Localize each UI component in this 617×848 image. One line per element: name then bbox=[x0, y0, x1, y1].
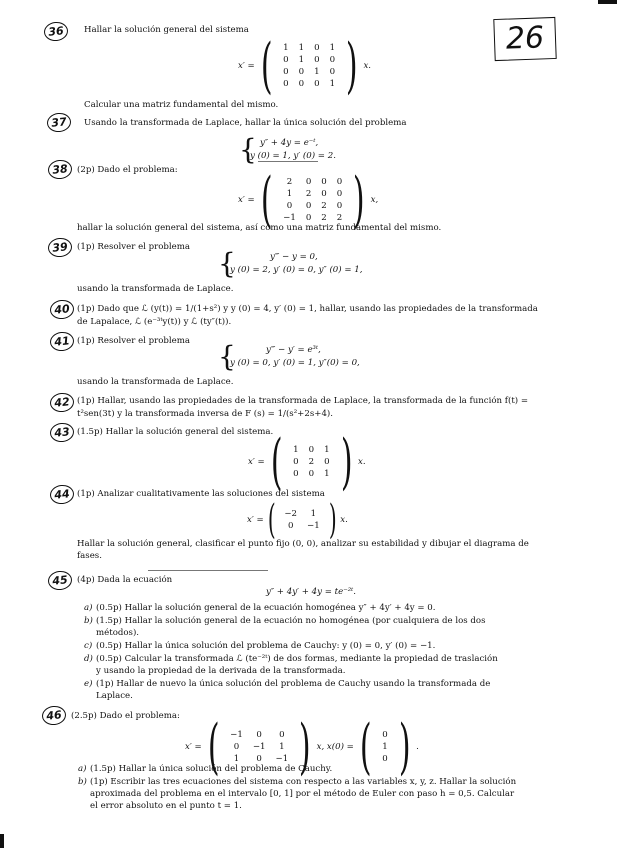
matrix-cell: 0 bbox=[314, 55, 320, 65]
matrix-cell: 0 bbox=[305, 201, 312, 211]
right-paren: ) bbox=[328, 497, 337, 543]
item-text: (1.5p) Hallar la solución general de la ecuación no homogénea (por cualquiera de los dos bbox=[96, 616, 486, 626]
item-label: b) bbox=[78, 777, 87, 787]
problem-number-40: 40 bbox=[49, 299, 75, 320]
problem-38-after: hallar la solución general del sistema, así como una matriz fundamental del mismo. bbox=[77, 223, 442, 233]
item-text: el error absoluto en el punto t = 1. bbox=[90, 801, 242, 811]
item-label: e) bbox=[84, 679, 93, 689]
problem-41-brace: { bbox=[218, 340, 236, 373]
matrix-cell: 0 bbox=[308, 445, 315, 455]
page-number-badge: 26 bbox=[493, 17, 556, 61]
matrix-cell: 1 bbox=[324, 469, 330, 479]
left-paren: ( bbox=[260, 31, 273, 101]
matrix-cell: −2 bbox=[284, 509, 298, 519]
problem-41-system bbox=[230, 344, 360, 370]
scan-mark-bottom-left bbox=[0, 834, 4, 848]
item-label: c) bbox=[84, 641, 93, 651]
matrix-cell: 0 bbox=[256, 730, 262, 740]
right-paren: ) bbox=[398, 712, 411, 782]
matrix-cell: 1 bbox=[279, 742, 285, 752]
problem-45-text: (4p) Dada la ecuación bbox=[77, 575, 173, 585]
matrix-cell: 0 bbox=[308, 469, 315, 479]
matrix-38 bbox=[278, 176, 347, 224]
matrix-cell: 0 bbox=[287, 521, 294, 531]
problem-37-brace: { bbox=[239, 133, 257, 166]
item-text: (1p) Escribir las tres ecuaciones del sistema con respecto a las variables x, y, z. Hallar la solución bbox=[90, 777, 517, 787]
lhs: x′ = bbox=[185, 742, 202, 752]
matrix-cell: 0 bbox=[283, 67, 289, 77]
problem-43-text: (1.5p) Hallar la solución general del sistema. bbox=[77, 427, 274, 437]
matrix-43 bbox=[288, 444, 334, 480]
line1: y‴ − y′ = e³ᵗ, bbox=[266, 345, 321, 355]
problem-number-45: 45 bbox=[47, 570, 73, 591]
problem-40-line1: (1p) Dado que ℒ (y(t)) = 1/(1+s²) y y (0) = 4, y′ (0) = 1, hallar, usando las propiedades de la transformada bbox=[77, 304, 538, 314]
problem-37-system bbox=[250, 137, 336, 163]
matrix-cell: 2 bbox=[336, 213, 343, 223]
problem-39-brace: { bbox=[218, 247, 236, 280]
line1: y″ + 4y = e⁻ᵗ, bbox=[260, 138, 319, 148]
problem-36-matrix-eq bbox=[238, 31, 372, 101]
line2: y (0) = 0, y′ (0) = 1, y″(0) = 0, bbox=[230, 358, 360, 368]
scan-line bbox=[258, 161, 318, 162]
matrix-cell: 0 bbox=[336, 177, 343, 187]
matrix-36 bbox=[278, 42, 340, 90]
matrix-cell: 1 bbox=[283, 43, 289, 53]
matrix-cell: 1 bbox=[286, 189, 293, 199]
problem-39-after: usando la transformada de Laplace. bbox=[77, 284, 234, 294]
matrix-cell: 0 bbox=[293, 457, 299, 467]
item-text: (1p) Hallar de nuevo la única solución del problema de Cauchy usando la transformada de bbox=[96, 679, 491, 689]
lhs: x′ = bbox=[238, 61, 255, 71]
problem-36-text: Hallar la solución general del sistema bbox=[84, 25, 249, 35]
item-label: d) bbox=[84, 654, 93, 664]
matrix-cell: 0 bbox=[329, 55, 336, 65]
item-text: (0.5p) Calcular la transformada ℒ (te⁻²ᵗ) de dos formas, mediante la propiedad de traslación bbox=[96, 654, 498, 664]
matrix-cell: 1 bbox=[298, 55, 305, 65]
matrix-cell: 0 bbox=[256, 754, 262, 764]
matrix-46 bbox=[225, 729, 293, 765]
matrix-cell: 0 bbox=[314, 43, 320, 53]
matrix-44 bbox=[279, 508, 324, 532]
rhs: x. bbox=[363, 61, 372, 71]
problem-42-line1: (1p) Hallar, usando las propiedades de la transformada de Laplace, la transformada de la función f(t) = bbox=[77, 396, 529, 406]
problem-40-line2: de Lapalace, ℒ (e⁻³ᵗy(t)) y ℒ (ty″(t)). bbox=[77, 317, 232, 327]
matrix-cell: 2 bbox=[286, 177, 293, 187]
matrix-cell: 0 bbox=[314, 79, 320, 89]
problem-number-39: 39 bbox=[47, 237, 73, 258]
matrix-cell: 0 bbox=[336, 201, 343, 211]
item-label: b) bbox=[84, 616, 93, 626]
problem-number-46: 46 bbox=[41, 705, 67, 726]
item-text: aproximada del problema en el intervalo [0, 1] por el método de Euler con paso h = 0,5. Calcular bbox=[90, 789, 515, 799]
item-text: Laplace. bbox=[96, 691, 133, 701]
item-text: (1.5p) Hallar la única solución del problema de Cauchy. bbox=[90, 764, 333, 774]
problem-43-matrix-eq bbox=[248, 427, 366, 497]
right-paren: ) bbox=[340, 427, 353, 497]
matrix-cell: 0 bbox=[293, 469, 299, 479]
problem-38-matrix-eq bbox=[238, 165, 379, 235]
matrix-cell: 1 bbox=[329, 43, 336, 53]
matrix-cell: 1 bbox=[310, 509, 317, 519]
left-paren: ( bbox=[260, 165, 273, 235]
problem-44-text: (1p) Analizar cualitativamente las soluciones del sistema bbox=[77, 489, 325, 499]
problem-number-42: 42 bbox=[49, 392, 75, 413]
problem-38-text: (2p) Dado el problema: bbox=[77, 165, 178, 175]
problem-39-system bbox=[230, 251, 363, 277]
problem-number-44: 44 bbox=[49, 484, 75, 505]
matrix-cell: 0 bbox=[298, 67, 305, 77]
lhs: x′ = bbox=[248, 457, 265, 467]
matrix-cell: −1 bbox=[275, 754, 289, 764]
left-paren: ( bbox=[270, 427, 283, 497]
rhs: x. bbox=[357, 457, 366, 467]
item-text: (0.5p) Hallar la única solución del problema de Cauchy: y (0) = 0, y′ (0) = −1. bbox=[96, 641, 436, 651]
line2: y (0) = 2, y′ (0) = 0, y″ (0) = 1, bbox=[230, 265, 363, 275]
problem-46-text: (2.5p) Dado el problema: bbox=[71, 711, 180, 721]
problem-number-38: 38 bbox=[47, 159, 73, 180]
matrix-cell: 0 bbox=[279, 730, 285, 740]
left-paren: ( bbox=[207, 712, 220, 782]
matrix-cell: −1 bbox=[252, 742, 266, 752]
problem-37-text: Usando la transformada de Laplace, hallar la única solución del problema bbox=[84, 118, 407, 128]
problem-39-text: (1p) Resolver el problema bbox=[77, 242, 191, 252]
item-text: y usando la propiedad de la derivada de la transformada. bbox=[96, 666, 346, 676]
line1: y‴ − y = 0, bbox=[270, 252, 318, 262]
matrix-cell: 0 bbox=[321, 177, 327, 187]
matrix-cell: 1 bbox=[233, 754, 240, 764]
matrix-cell: 0 bbox=[305, 177, 312, 187]
left-paren: ( bbox=[359, 712, 372, 782]
matrix-cell: 0 bbox=[321, 189, 327, 199]
mid: x, x(0) = bbox=[316, 742, 354, 752]
matrix-cell: −1 bbox=[283, 213, 296, 223]
item-text: (0.5p) Hallar la solución general de la ecuación homogénea y″ + 4y′ + 4y = 0. bbox=[96, 603, 436, 613]
right-paren: ) bbox=[345, 31, 358, 101]
item-label: a) bbox=[78, 764, 87, 774]
item-label: a) bbox=[84, 603, 93, 613]
matrix-cell: 0 bbox=[382, 754, 388, 764]
problem-number-36: 36 bbox=[43, 21, 69, 42]
lhs: x′ = bbox=[247, 515, 264, 525]
matrix-cell: 1 bbox=[298, 43, 305, 53]
problem-44-matrix-eq bbox=[247, 497, 348, 543]
problem-36-after: Calcular una matriz fundamental del mismo. bbox=[84, 100, 279, 110]
matrix-cell: 0 bbox=[298, 79, 305, 89]
right-paren: ) bbox=[299, 712, 311, 782]
problem-number-37: 37 bbox=[46, 112, 72, 133]
matrix-cell: 1 bbox=[324, 445, 330, 455]
matrix-cell: 0 bbox=[336, 189, 343, 199]
matrix-cell: 0 bbox=[286, 201, 293, 211]
matrix-cell: 0 bbox=[305, 213, 312, 223]
matrix-cell: 0 bbox=[233, 742, 240, 752]
left-paren: ( bbox=[267, 497, 276, 543]
matrix-cell: 2 bbox=[321, 201, 327, 211]
matrix-cell: 1 bbox=[314, 67, 320, 77]
vector-46 bbox=[377, 729, 392, 765]
matrix-cell: 0 bbox=[283, 55, 289, 65]
item-text: métodos). bbox=[96, 628, 140, 638]
rhs: x. bbox=[340, 515, 348, 525]
problem-44-after2: fases. bbox=[77, 551, 102, 561]
matrix-cell: 0 bbox=[283, 79, 289, 89]
problem-41-text: (1p) Resolver el problema bbox=[77, 336, 191, 346]
matrix-cell: −1 bbox=[230, 730, 243, 740]
matrix-cell: 0 bbox=[329, 67, 336, 77]
matrix-cell: 2 bbox=[308, 457, 315, 467]
line2: y (0) = 1, y′ (0) = 2. bbox=[250, 151, 336, 161]
problem-number-41: 41 bbox=[49, 331, 75, 352]
problem-number-43: 43 bbox=[49, 422, 75, 443]
matrix-cell: 2 bbox=[305, 189, 312, 199]
rhs: x, bbox=[370, 195, 379, 205]
matrix-cell: 1 bbox=[293, 445, 299, 455]
problem-45-equation: y″ + 4y′ + 4y = te⁻²ᵗ. bbox=[266, 587, 357, 597]
matrix-cell: 0 bbox=[324, 457, 330, 467]
problem-41-after: usando la transformada de Laplace. bbox=[77, 377, 234, 387]
right-paren: ) bbox=[353, 165, 365, 235]
matrix-cell: 1 bbox=[382, 742, 388, 752]
scan-line bbox=[148, 570, 268, 571]
matrix-cell: −1 bbox=[307, 521, 320, 531]
rhs: . bbox=[416, 742, 419, 752]
matrix-cell: 1 bbox=[329, 79, 336, 89]
problem-44-after1: Hallar la solución general, clasificar el punto fijo (0, 0), analizar su estabilidad y dibujar el diagrama de bbox=[77, 539, 529, 549]
problem-42-line2: t²sen(3t) y la transformada inversa de F (s) = 1/(s²+2s+4). bbox=[77, 409, 333, 419]
scan-mark-top-right bbox=[598, 0, 617, 4]
lhs: x′ = bbox=[238, 195, 255, 205]
matrix-cell: 2 bbox=[321, 213, 327, 223]
matrix-cell: 0 bbox=[382, 730, 388, 740]
